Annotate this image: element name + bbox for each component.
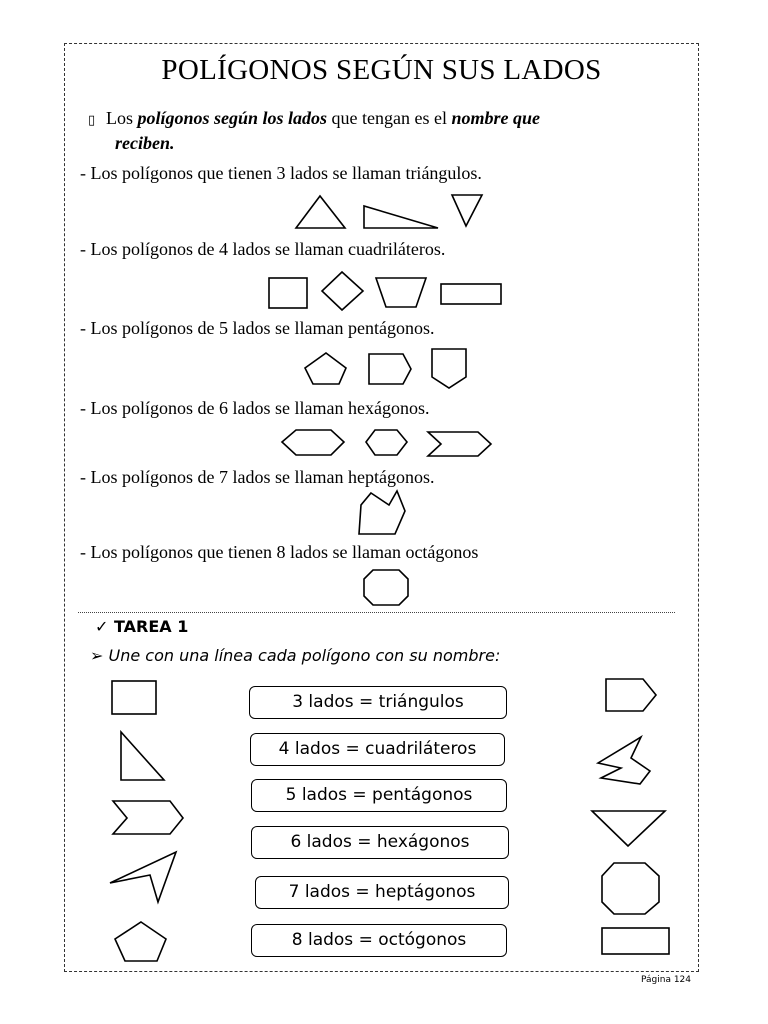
rule-pentagons: - Los polígonos de 5 lados se llaman pentágonos. <box>80 318 435 338</box>
chevron-hexagon-icon <box>428 432 491 456</box>
hexagon-icon <box>282 430 344 455</box>
answer-box-7-sides[interactable]: 7 lados = heptágonos <box>255 876 509 909</box>
heptagon-icon <box>359 491 405 534</box>
rule-triangles: - Los polígonos que tienen 3 lados se llaman triángulos. <box>80 163 482 183</box>
task-chevron-icon <box>113 801 183 834</box>
pentagon-icon <box>305 353 346 384</box>
task-octagon-icon <box>602 863 659 914</box>
section-divider <box>78 612 675 613</box>
octagon-icon <box>364 570 408 605</box>
task-square-icon <box>112 681 156 714</box>
task-house-pentagon-icon <box>606 679 656 711</box>
answer-box-4-sides[interactable]: 4 lados = cuadriláteros <box>250 733 505 766</box>
task-inverted-triangle-icon <box>592 811 665 846</box>
bullet-icon: ▯ <box>88 113 96 128</box>
square-icon <box>269 278 307 308</box>
rule-hexagons: - Los polígonos de 6 lados se llaman hexágonos. <box>80 398 430 418</box>
rule-quadrilaterals: - Los polígonos de 4 lados se llaman cuadriláteros. <box>80 239 446 259</box>
rectangle-icon <box>441 284 501 304</box>
rule-octagons: - Los polígonos que tienen 8 lados se llaman octágonos <box>80 542 479 562</box>
page-number: Página 124 <box>641 975 692 985</box>
small-hexagon-icon <box>366 430 407 455</box>
inverted-triangle-icon <box>452 195 482 226</box>
task-arrowhead-icon <box>110 852 176 902</box>
task-pentagon-icon <box>115 922 166 961</box>
page-title: POLÍGONOS SEGÚN SUS LADOS <box>161 54 602 86</box>
house-pentagon-icon <box>369 354 411 384</box>
answer-box-5-sides[interactable]: 5 lados = pentágonos <box>251 779 507 812</box>
rule-heptagons: - Los polígonos de 7 lados se llaman heptágonos. <box>80 467 435 487</box>
rhombus-icon <box>322 272 363 310</box>
intro-paragraph: ▯ Los polígonos según los lados que tengan es el nombre que reciben. <box>88 108 541 153</box>
trapezoid-icon <box>376 278 426 307</box>
task-rectangle-icon <box>602 928 669 954</box>
triangle-icon <box>296 196 345 228</box>
answer-box-3-sides[interactable]: 3 lados = triángulos <box>249 686 507 719</box>
task-heptagon-icon <box>598 737 650 784</box>
task-instruction: ➢ Une con una línea cada polígono con su nombre: <box>90 646 501 665</box>
right-triangle-icon <box>364 206 438 228</box>
shield-pentagon-icon <box>432 349 466 388</box>
answer-box-6-sides[interactable]: 6 lados = hexágonos <box>251 826 509 859</box>
task-title: ✓ TAREA 1 <box>95 617 189 636</box>
answer-box-8-sides[interactable]: 8 lados = octógonos <box>251 924 507 957</box>
task-right-triangle-icon <box>121 732 164 780</box>
